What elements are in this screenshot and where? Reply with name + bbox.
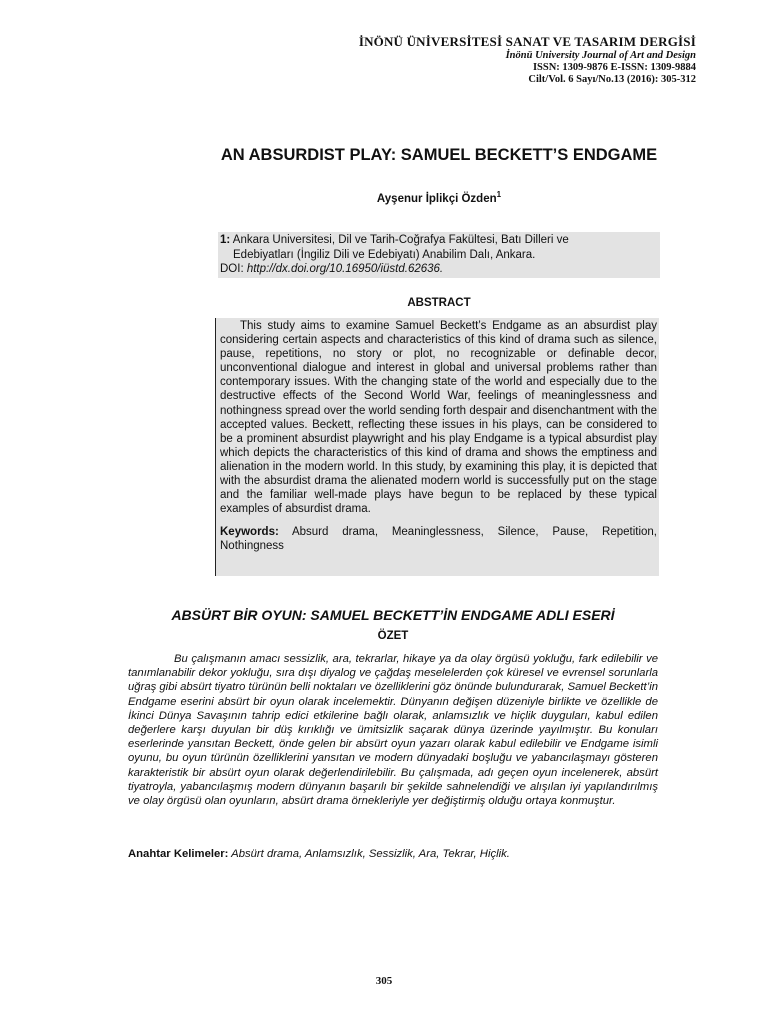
article-author [200, 190, 678, 205]
journal-title-en: İnönü University Journal of Art and Design [505, 50, 696, 61]
affiliation-number: 1: [220, 234, 231, 246]
affiliation-box [218, 232, 660, 278]
ozet-heading: ÖZET [377, 630, 409, 642]
keywords-label: Keywords: [220, 526, 279, 539]
abstract-heading: ABSTRACT [407, 297, 471, 309]
affiliation-text-2: Edebiyatları (İngiliz Dili ve Edebiyatı) Anabilim Dalı, Ankara. [233, 248, 536, 261]
journal-header [359, 34, 696, 86]
journal-issn: ISSN: 1309-9876 E-ISSN: 1309-9884 [532, 62, 696, 73]
author-name: Ayşenur İplikçi Özden [376, 192, 497, 205]
abstract-keywords [220, 525, 657, 553]
abstract-text: This study aims to examine Samuel Beckett’s Endgame as an absurdist play considering certain aspects and characteristics of this kind of drama such as silence, pause, repetitions, no story or plot, no recognizable or definable decor, unconventional dialogue and interest in global and universal problems rather than contemporary issues. With the changing state of the world and especially due to the destructive effects of the Second World War, feelings of meaninglessness and nothingness spread over the world sending forth despair and disenchantment with the accepted values. Beckett, reflecting these issues in his plays, can be considered to be a prominent absurdist playwright and his play Endgame is a typical absurdist play which depicts the characteristics of this kind of drama and shows the emptiness and alienation in the modern world. In this study, by examining this play, it is depicted that with the absurdist drama the alienated modern world is successfully put on the stage and the familiar well-made plays have begun to be replaced by these typical examples of absurdist drama. [220, 320, 657, 516]
doi-link[interactable]: http://dx.doi.org/10.16950/iüstd.62636. [246, 263, 444, 275]
article-title: AN ABSURDIST PLAY: SAMUEL BECKETT’S ENDGAME [220, 146, 658, 164]
journal-title: İNÖNÜ ÜNİVERSİTESİ SANAT VE TASARIM DERGİSİ [358, 34, 696, 49]
turkish-keywords-label: Anahtar Kelimeler: [128, 848, 229, 860]
ozet-text: Bu çalışmanın amacı sessizlik, ara, tekrarlar, hikaye ya da olay örgüsü yokluğu, fark edilebilir ve tanımlanabilir dekor yokluğu, sıra dışı diyalog ve çağdaş meselelerden çok küresel ve evrensel sorunlarla uğraş gibi absürt tiyatro türünün belli noktaları ve özelliklerini göz önünde bulundurarak, Samuel Beckett’in Endgame eserini absürt bir oyun olarak incelemektir. Dünyanın değişen düzeniyle birlikte ve özellikle de İkinci Dünya Savaşının tahrip edici etkilerine bağlı olarak, anlamsızlık ve hiçlik duyguları, kabul edilen değerlere karşı duyulan bir düş kırıklığı ve ümitsizlik saçarak dünya üzerinde yayılmıştır. Bu konuları eserlerinde yansıtan Beckett, önde gelen bir absürt oyun yazarı olarak kabul edilebilir ve Endgame isimli oyunu, bu oyun türünün özelliklerini yansıtan ve modern dünyadaki boşluğu ve yabancılaşmayı gösteren karakteristik bir absürt oyun olarak değerlendirilebilir. Bu çalışmada, adı geçen oyun incelenerek, absürt tiyatroyla, yabancılaşmış modern dünyanın başarılı bir şekilde sahnelendiği ve alışılan iyi yapılandırılmış ve olay örgüsü olan oyunların, absürt drama örnekleriyle yer değiştirmiş olduğu ortaya konmuştur. [128, 653, 658, 808]
ozet-body [128, 652, 658, 808]
affiliation-text: Ankara Universitesi, Dil ve Tarih-Coğrafya Fakültesi, Batı Dilleri ve [232, 234, 569, 246]
turkish-title: ABSÜRT BİR OYUN: SAMUEL BECKETT’İN ENDGAME ADLI ESERİ [171, 607, 615, 623]
keywords-values: Absurd drama, Meaninglessness, Silence, Pause, Repetition, Nothingness [220, 526, 657, 553]
turkish-keywords [128, 848, 658, 860]
doi-label: DOI: [220, 263, 247, 275]
abstract-box [215, 318, 659, 576]
page-number: 305 [375, 975, 393, 987]
journal-volume: Cilt/Vol. 6 Sayı/No.13 (2016): 305-312 [528, 74, 696, 85]
turkish-keywords-values: Absürt drama, Anlamsızlık, Sessizlik, Ara, Tekrar, Hiçlik. [228, 848, 510, 860]
author-footnote-mark: 1 [496, 190, 502, 199]
